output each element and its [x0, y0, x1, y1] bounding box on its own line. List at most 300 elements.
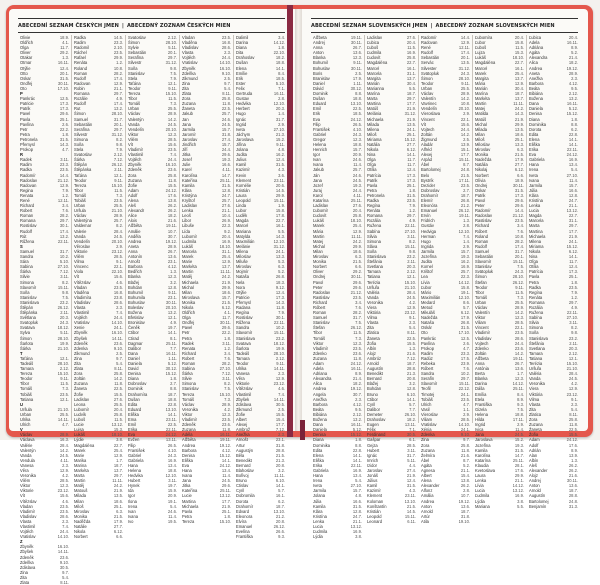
- entry-name: Leonard: [367, 518, 383, 524]
- entry-name: Róbert: [421, 366, 434, 372]
- entry-name: Marína: [475, 91, 488, 97]
- entry-name: Júlia: [313, 498, 322, 504]
- entry-name: Viktor: [313, 340, 324, 346]
- entry-name: Petronela: [367, 192, 385, 198]
- entry-date: 23.6.: [167, 167, 177, 173]
- entry-name: Šárka: [20, 269, 31, 275]
- entry-name: Dana: [128, 350, 138, 356]
- entry-name: Eliška: [529, 141, 540, 147]
- entry-date: 29.6.: [221, 325, 231, 331]
- entry-name: Milena: [529, 238, 542, 244]
- entry-name: Klára: [529, 192, 539, 198]
- entry-date: 29.7.: [460, 376, 470, 382]
- entry-name: Lenka: [529, 203, 541, 209]
- entry-date: 21.1.: [221, 208, 231, 214]
- entry-date: 14.1.: [568, 141, 578, 147]
- entry-name: Vítězslav: [20, 498, 37, 504]
- entry-date: 24.8.: [568, 498, 578, 504]
- entry-name: Vladan: [20, 503, 33, 509]
- entry-name: Igor: [128, 493, 136, 499]
- bookmark-ribbon[interactable]: [300, 420, 305, 440]
- entry-name: Monika: [475, 152, 489, 158]
- entry-name: Eduard: [128, 406, 142, 412]
- entry-name: Elemír: [421, 198, 433, 203]
- entry-name: Sláva: [367, 243, 378, 249]
- entry-name: Ondřej: [20, 80, 33, 86]
- entry-name: Petra: [529, 279, 539, 285]
- entry-date: 24.5.: [59, 452, 69, 458]
- entry-name: Zdeňka: [20, 559, 34, 565]
- entry-name: Vanda: [367, 294, 379, 300]
- entry-name: Vratislav: [74, 320, 90, 326]
- entry-date: 2.5.: [224, 75, 231, 81]
- entry-date: 16.3.: [59, 437, 69, 443]
- entry-date: 16.10.: [57, 544, 69, 550]
- entry-name: Roland: [475, 233, 488, 239]
- entry-date: 1.8.: [278, 45, 285, 51]
- entry-date: 14.11.: [273, 366, 285, 372]
- entry-name: Mário: [421, 289, 432, 295]
- entry-name: Bibiána: [313, 411, 327, 417]
- entry-name: Gabriel: [128, 452, 142, 458]
- entry-name: Sandra: [20, 254, 34, 260]
- entry-date: 4.8.: [278, 147, 285, 153]
- left-page-title: [18, 18, 285, 33]
- entry-name: Vojtěch: [182, 55, 196, 61]
- entry-date: 23.5.: [113, 50, 123, 56]
- entry-date: 11.5.: [353, 330, 362, 336]
- entry-date: 13.10.: [350, 101, 362, 107]
- entry-date: 4.2.: [409, 299, 416, 305]
- entry-name: Kamila: [313, 503, 326, 509]
- entry-date: 31.5.: [514, 187, 524, 193]
- entry-date: 25.8.: [167, 172, 177, 178]
- entry-date: 18.7.: [460, 508, 470, 514]
- entry-name: Stela: [128, 75, 138, 81]
- entry-name: Alica: [529, 60, 538, 66]
- entry-name: Bruno: [236, 478, 247, 484]
- entry-date: 31.12.: [404, 111, 416, 117]
- entry-name: Zdeněk: [128, 167, 142, 173]
- entry-date: 12.11.: [57, 198, 69, 203]
- entry-name: Kornel: [421, 264, 433, 270]
- entry-date: 8.8.: [571, 121, 578, 127]
- entry-name: Herbert: [236, 106, 250, 112]
- entry-date: 24.7.: [568, 198, 578, 203]
- entry-date: 24.5.: [514, 432, 524, 438]
- entry-name: Denisa: [529, 111, 542, 117]
- entry-name: Urban: [421, 85, 433, 91]
- entry-name: Božena: [529, 96, 543, 102]
- entry-name: Matej: [313, 238, 324, 244]
- entry-name: Sylva: [20, 330, 31, 336]
- entry-date: 24.12.: [350, 116, 362, 122]
- entry-name: Teodor: [74, 177, 87, 183]
- entry-date: 16.9.: [167, 457, 177, 463]
- entry-date: 2.3.: [571, 75, 578, 81]
- entry-date: 16.1.: [406, 65, 416, 71]
- entry-name: Belo: [421, 172, 430, 178]
- entry-date: 20.1.: [113, 121, 123, 127]
- entry-date: 1.8.: [62, 131, 69, 137]
- entry-name: Petra: [182, 335, 192, 341]
- entry-name: Vanda: [529, 376, 541, 382]
- entry-name: Vít: [74, 274, 80, 280]
- entry-name: Zina: [74, 355, 82, 361]
- entry-date: 24.2.: [352, 238, 362, 244]
- entry-name: Jáchym: [236, 131, 251, 137]
- entry-date: 24.4.: [352, 187, 362, 193]
- entry-date: 7.3.: [170, 101, 177, 107]
- entry-date: 17.8.: [275, 213, 285, 219]
- entry-name: Klement: [236, 177, 252, 183]
- entry-name: Blanka: [313, 55, 326, 61]
- entry-name: Andrej: [313, 40, 325, 46]
- entry-name: Ingrida: [421, 243, 434, 249]
- entry-date: 9.8.: [62, 289, 69, 295]
- entry-name: Ľubomíra: [475, 35, 493, 40]
- entry-name: Petra: [367, 187, 377, 193]
- entry-name: Václav: [128, 111, 141, 117]
- entry-date: 2.9.: [463, 111, 470, 117]
- entry-name: Medard: [421, 299, 435, 305]
- entry-name: Alexandr: [128, 208, 145, 214]
- entry-date: 29.7.: [59, 218, 69, 224]
- entry-name: Slavomír: [20, 284, 37, 290]
- entry-name: Julius: [236, 157, 247, 163]
- entry-name: Tamara: [20, 366, 34, 372]
- entry-date: 11.8.: [461, 447, 470, 453]
- entry-name: Simona: [74, 136, 88, 142]
- entry-name: Sabina: [182, 366, 195, 372]
- entry-name: Pavla: [529, 274, 540, 280]
- entry-name: Tereza: [182, 391, 195, 397]
- entry-date: 25.8.: [113, 371, 123, 377]
- entry-name: Michal: [475, 121, 487, 127]
- entry-name: Serafína: [74, 126, 90, 132]
- entry-date: 2.11.: [60, 310, 69, 316]
- entry-name: Dalimil: [236, 35, 249, 40]
- entry-date: 6.12.: [113, 529, 123, 535]
- entry-name: Xenie: [74, 325, 85, 331]
- entry-date: 2.12.: [568, 350, 578, 356]
- entry-date: 27.10.: [57, 264, 69, 270]
- entry-name: Viktória: [529, 391, 543, 397]
- entry-date: 30.11.: [219, 320, 231, 326]
- entry-date: 2.12.: [568, 91, 578, 97]
- entry-name: Boleslav: [128, 304, 144, 310]
- entry-date: 7.3.: [355, 335, 362, 341]
- entry-date: 23.1.: [275, 437, 285, 443]
- entry-name: Emanuel: [236, 524, 253, 529]
- entry-name: František: [313, 126, 330, 132]
- entry-date: 21.2.: [460, 203, 470, 209]
- entry-name: Miroslav: [236, 264, 252, 270]
- entry-name: Ladislav: [182, 203, 198, 209]
- entry-name: Alice: [128, 213, 137, 219]
- entry-name: Šimon: [421, 75, 433, 81]
- entry-date: 18.7.: [460, 192, 470, 198]
- entry-name: Nataša: [236, 274, 249, 280]
- entry-name: Zdeňka: [182, 70, 196, 76]
- entry-name: Norbert: [313, 264, 327, 270]
- entry-date: 13.8.: [167, 198, 177, 203]
- entry-date: 28.10.: [458, 75, 470, 81]
- entry-date: 31.7.: [113, 116, 123, 122]
- entry-name: Silvestr: [74, 131, 88, 137]
- entry-date: 14.10.: [458, 422, 470, 428]
- entry-date: 31.8.: [275, 442, 285, 448]
- entry-name: Alfonz: [421, 488, 433, 494]
- entry-date: 9.11.: [114, 177, 123, 183]
- entry-name: Agnesa: [421, 467, 435, 473]
- entry-date: 18.2.: [275, 55, 285, 61]
- entry-date: 28.1.: [514, 462, 524, 468]
- entry-name: Zuzana: [128, 177, 142, 183]
- entry-date: 12.8.: [221, 187, 231, 193]
- entry-name: Anděla: [128, 233, 141, 239]
- entry-date: 15.6.: [113, 274, 123, 280]
- entry-date: 12.10.: [458, 228, 470, 234]
- entry-date: 13.8.: [460, 478, 470, 484]
- entry-date: 12.10.: [273, 238, 285, 244]
- entry-name: Zdislava: [20, 564, 36, 570]
- entry-date: 24.1.: [460, 391, 470, 397]
- entry-date: 26.2.: [167, 203, 177, 209]
- entry-name: Žofie: [128, 182, 138, 188]
- entry-name: Kryštof: [182, 198, 195, 203]
- entry-date: 13.4.: [167, 462, 177, 468]
- entry-date: 25.11.: [165, 340, 177, 346]
- entry-name: Richard: [20, 203, 35, 209]
- entry-name: Vít: [421, 121, 427, 127]
- entry-date: 17.6.: [514, 467, 524, 473]
- entry-name: Daniel: [313, 80, 325, 86]
- entry-name: Jarmila: [182, 126, 196, 132]
- entry-name: Jarmila: [529, 182, 543, 188]
- entry-name: Kateřina: [182, 177, 198, 183]
- entry-name: Šimon: [128, 40, 140, 46]
- entry-name: Vítězslav: [74, 279, 91, 285]
- entry-name: Diana: [529, 116, 540, 122]
- entry-date: 1.11.: [353, 80, 362, 86]
- entry-name: Otília: [529, 264, 539, 270]
- entry-date: 5.7.: [463, 304, 470, 310]
- entry-name: Hugo: [236, 111, 246, 117]
- entry-date: 28.5.: [514, 320, 524, 326]
- entry-name: Ľubomír: [313, 208, 329, 214]
- entry-name: Lukáš: [475, 55, 486, 61]
- entry-name: Ľubica: [367, 40, 380, 46]
- entry-date: 14.10.: [219, 60, 231, 66]
- entry-date: 31.12.: [111, 131, 123, 137]
- entry-date: 4.6.: [278, 386, 285, 392]
- entry-date: 31.5.: [460, 325, 470, 331]
- entry-name: Hedvika: [128, 473, 143, 479]
- entry-date: 25.1.: [113, 503, 123, 509]
- entry-date: 31.5.: [59, 136, 69, 142]
- entry-name: Andrea: [182, 442, 196, 448]
- entry-date: 18.7.: [406, 361, 416, 366]
- entry-date: 2.10.: [113, 45, 123, 51]
- entry-name: Ulrika: [20, 417, 31, 423]
- entry-name: Radúz: [421, 355, 433, 361]
- entry-date: 22.5.: [113, 386, 123, 392]
- entry-date: 24.3.: [167, 452, 177, 458]
- entry-name: Romana: [529, 299, 545, 305]
- entry-date: 14.5.: [275, 187, 285, 193]
- name-column: [419, 35, 473, 524]
- entry-name: Libor: [182, 218, 192, 224]
- entry-date: 22.7.: [113, 442, 123, 448]
- entry-name: Martina: [367, 101, 381, 107]
- entry-date: 8.11.: [569, 411, 578, 417]
- entry-date: 2.6.: [463, 340, 470, 346]
- entry-date: 21.3.: [406, 371, 416, 377]
- entry-date: 8.7.: [463, 457, 470, 463]
- entry-date: 15.7.: [221, 126, 231, 132]
- entry-date: 9.10.: [460, 432, 470, 438]
- entry-name: Nikolaj: [475, 167, 488, 173]
- entry-date: 6.10.: [275, 478, 285, 484]
- entry-name: Adam: [529, 437, 540, 443]
- entry-date: 23.1.: [167, 259, 177, 265]
- entry-date: 24.12.: [566, 437, 578, 443]
- entry-name: Libuše: [182, 223, 195, 229]
- entry-date: 16.2.: [460, 259, 470, 265]
- entry-name: Zita: [20, 574, 27, 580]
- entry-date: 9.10.: [113, 345, 123, 351]
- entry-name: Renáta: [74, 60, 88, 66]
- entry-name: Blanka: [128, 274, 141, 280]
- entry-date: 17.4.: [113, 75, 123, 81]
- entry-name: Viktorie: [236, 381, 250, 387]
- entry-date: 14.1.: [167, 330, 177, 336]
- entry-date: 18.5.: [275, 75, 285, 81]
- entry-date: 24.5.: [167, 121, 177, 127]
- entry-name: Radovan: [74, 80, 91, 86]
- entry-date: 9.10.: [59, 559, 69, 565]
- entry-date: 18.8.: [514, 411, 524, 417]
- entry-name: Pavol: [313, 279, 324, 285]
- name-column: [527, 35, 580, 509]
- entry-date: 15.9.: [167, 488, 177, 494]
- entry-date: 23.12.: [273, 381, 285, 387]
- entry-date: 20.6.: [275, 182, 285, 188]
- entry-name: Ulrich: [20, 422, 31, 428]
- entry-name: Vendelín: [128, 126, 144, 132]
- entry-date: 4.12.: [221, 447, 231, 453]
- entry-name: Olívia: [475, 177, 486, 183]
- entry-date: 12.8.: [352, 508, 362, 514]
- entry-name: Miloslav: [475, 141, 490, 147]
- entry-name: Lubomír: [182, 233, 198, 239]
- entry-date: 20.1.: [460, 55, 470, 61]
- entry-name: Václav: [74, 213, 87, 219]
- entry-name: Martina: [529, 228, 543, 234]
- entry-name: Norbert: [74, 534, 88, 540]
- elastic-band[interactable]: [287, 5, 293, 437]
- entry-date: 15.10.: [404, 279, 416, 285]
- entry-date: 31.7.: [406, 452, 416, 458]
- entry-date: 6.12.: [406, 147, 416, 153]
- entry-name: Nikola: [74, 529, 86, 535]
- entry-date: 30.12.: [350, 85, 362, 91]
- entry-date: 5.4.: [571, 167, 578, 173]
- entry-name: Luděk: [236, 213, 248, 219]
- name-entry: [182, 519, 231, 524]
- entry-name: Lubomír: [74, 406, 90, 412]
- entry-date: 31.8.: [460, 513, 470, 519]
- entry-date: 15.5.: [275, 411, 285, 417]
- entry-date: 9.11.: [60, 376, 69, 382]
- name-column: [72, 35, 126, 540]
- entry-date: 13.7.: [514, 96, 524, 102]
- entry-name: Radomír: [20, 172, 36, 178]
- entry-name: Rudolf: [421, 50, 433, 56]
- entry-name: Valentýna: [74, 218, 92, 224]
- entry-date: 20.4.: [221, 233, 231, 239]
- entry-name: Urban: [74, 203, 86, 209]
- entry-name: Ester: [236, 80, 246, 86]
- entry-name: David: [128, 366, 139, 372]
- entry-date: 18.7.: [167, 391, 177, 397]
- entry-date: 21.12.: [350, 289, 362, 295]
- entry-name: Miloš: [74, 503, 84, 509]
- entry-date: 15.10.: [219, 518, 231, 524]
- entry-name: Natálie: [74, 524, 87, 529]
- entry-date: 23.5.: [59, 508, 69, 514]
- entry-name: Oto: [20, 85, 27, 91]
- entry-date: 30.4.: [406, 80, 416, 86]
- entry-date: 29.6.: [221, 152, 231, 158]
- entry-name: Taťána: [128, 80, 141, 86]
- entry-date: 12.8.: [167, 284, 177, 290]
- entry-date: 15.11.: [404, 513, 416, 519]
- entry-date: 13.5.: [460, 60, 470, 66]
- entry-date: 12.5.: [59, 96, 69, 102]
- entry-date: 15.7.: [221, 294, 231, 300]
- entry-name: Marcel: [236, 223, 249, 229]
- entry-date: 22.2.: [221, 330, 231, 336]
- entry-date: 2.12.: [275, 355, 285, 361]
- entry-date: 21.5.: [352, 259, 362, 265]
- entry-name: Diana: [313, 437, 324, 443]
- entry-name: Kazimír: [236, 167, 250, 173]
- entry-date: 17.4.: [460, 50, 470, 56]
- entry-date: 31.5.: [514, 447, 524, 453]
- entry-name: Aladár: [421, 141, 433, 147]
- entry-name: Jozefína: [475, 442, 491, 448]
- entry-name: Věra: [20, 467, 29, 473]
- entry-date: 7.4.: [278, 391, 285, 397]
- entry-date: 5.12.: [352, 427, 362, 433]
- entry-name: Svatoslav: [128, 35, 146, 40]
- entry-name: Stanislav: [182, 386, 199, 392]
- entry-date: 1.2.: [116, 60, 123, 66]
- entry-date: 11.5.: [114, 417, 123, 423]
- entry-name: Drahoslav: [236, 55, 255, 61]
- entry-name: Klaudia: [475, 462, 489, 468]
- entry-name: Rastislav: [475, 218, 492, 224]
- entry-date: 21.3.: [275, 457, 285, 463]
- entry-date: 18.7.: [275, 503, 285, 509]
- entry-date: 28.4.: [113, 228, 123, 234]
- entry-date: 15.11.: [512, 259, 524, 265]
- entry-name: Martin: [475, 101, 487, 107]
- entry-name: Vladan: [74, 284, 87, 290]
- entry-date: 22.11.: [566, 147, 578, 153]
